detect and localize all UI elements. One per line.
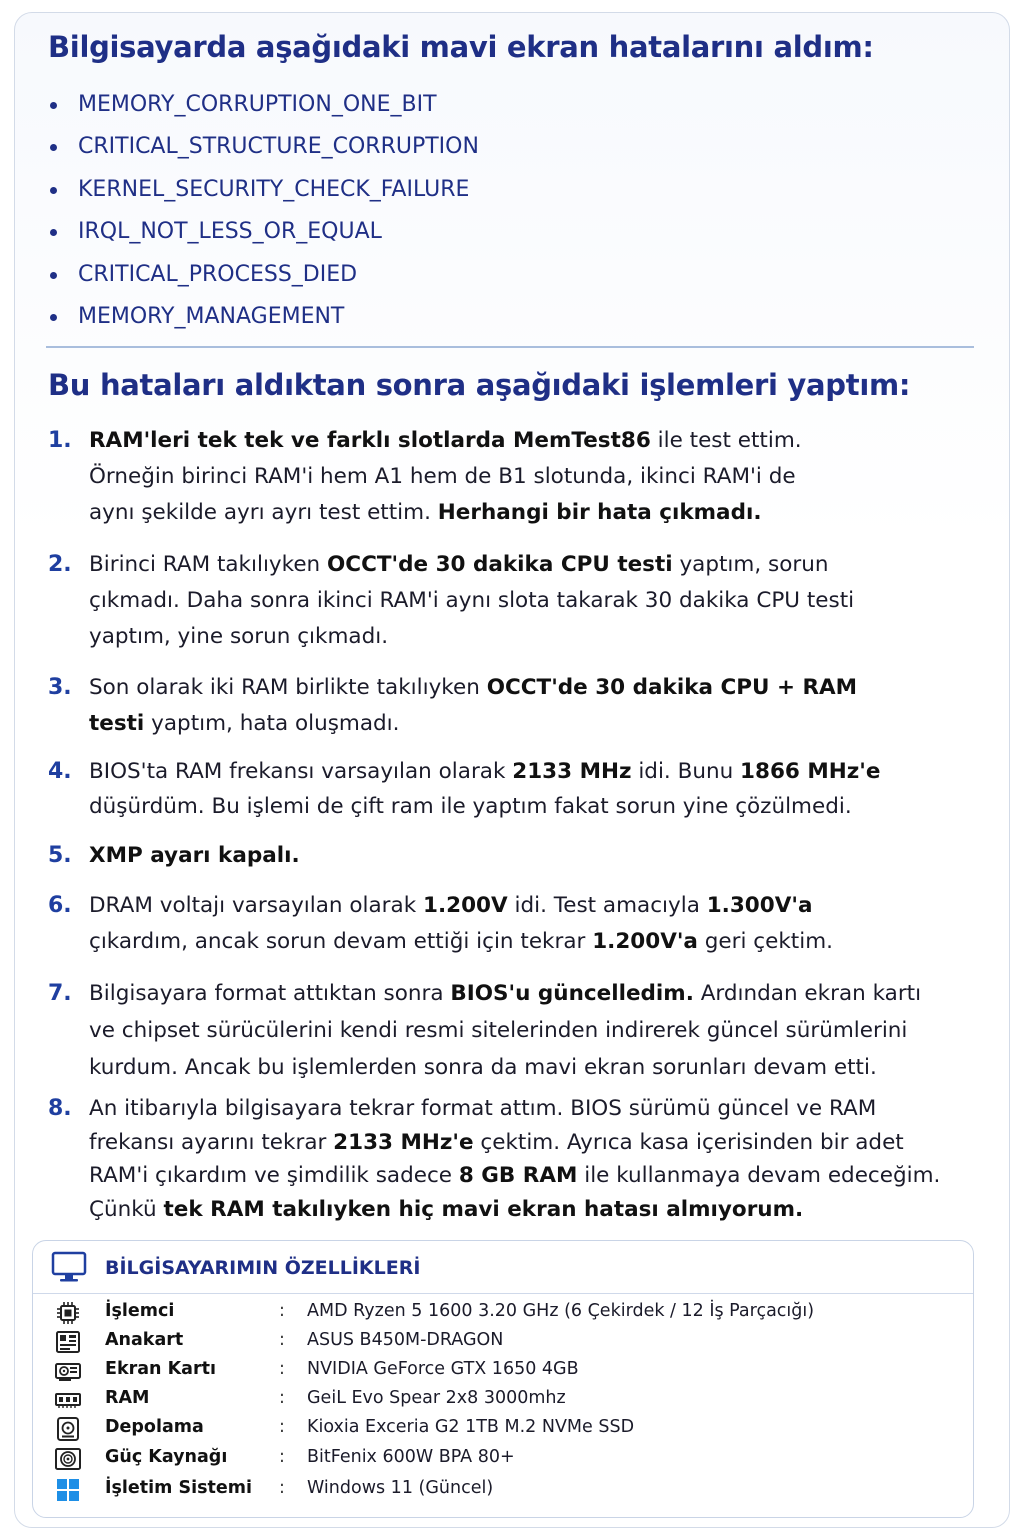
spec-value: AMD Ryzen 5 1600 3.20 GHz (6 Çekirdek / 12 İş Parçacığı)	[307, 1301, 815, 1321]
step-emphasis: OCCT'de 30 dakika CPU testi	[327, 552, 673, 577]
step-segment: çıkmadı. Daha sonra ikinci RAM'i aynı slota takarak 30 dakika CPU testi	[89, 588, 855, 613]
spec-label: Anakart	[105, 1330, 184, 1350]
step-text	[89, 670, 928, 742]
error-item: CRITICAL_PROCESS_DIED	[48, 254, 479, 296]
step-emphasis: testi	[89, 711, 145, 736]
spec-separator: :	[279, 1447, 285, 1467]
step-emphasis: 1.300V'a	[706, 893, 813, 918]
step-segment: Son olarak iki RAM birlikte takılıyken	[89, 675, 487, 700]
spec-row	[33, 1445, 973, 1473]
step-emphasis: 1866 MHz'e	[740, 759, 881, 784]
spec-row	[33, 1386, 973, 1414]
step-segment: idi. Bunu	[631, 759, 741, 784]
specs-panel	[32, 1240, 974, 1518]
step-line	[89, 1193, 928, 1227]
step-segment: Bilgisayara format attıktan sonra	[89, 981, 451, 1006]
step-line	[89, 789, 928, 824]
page-title: Bilgisayarda aşağıdaki mavi ekran hatalarını aldım:	[48, 30, 874, 64]
bullet-icon	[50, 229, 57, 236]
step-segment: DRAM voltajı varsayılan olarak	[89, 893, 423, 918]
step-emphasis: XMP ayarı kapalı.	[89, 843, 300, 868]
step-text	[89, 1092, 941, 1226]
step-text	[89, 423, 928, 530]
spec-separator: :	[279, 1417, 285, 1437]
step-item	[48, 754, 928, 824]
gpu-icon	[55, 1359, 81, 1388]
step-emphasis: 1.200V'a	[592, 929, 698, 954]
spec-separator: :	[279, 1359, 285, 1379]
step-segment: düşürdüm. Bu işlemi de çift ram ile yaptım fakat sorun yine çözülmedi.	[89, 794, 852, 819]
step-segment: RAM'i çıkardım ve şimdilik sadece	[89, 1163, 459, 1188]
step-segment: yaptım, yine sorun çıkmadı.	[89, 624, 389, 649]
cpu-icon	[55, 1301, 81, 1330]
step-line	[89, 975, 928, 1012]
step-segment: çektim. Ayrıca kasa içerisinden bir adet	[473, 1129, 904, 1155]
step-emphasis: 8 GB RAM	[458, 1163, 578, 1188]
step-segment: ile kullanmaya devam edeceğim.	[577, 1163, 941, 1188]
step-segment: çıkardım, ancak sorun devam ettiği için tekrar	[89, 929, 593, 954]
step-number: 5.	[48, 843, 72, 868]
step-emphasis: 1.200V	[422, 893, 508, 918]
step-segment: Çünkü	[89, 1196, 164, 1222]
step-emphasis: tek RAM takılıyken hiç mavi ekran hatası almıyorum.	[163, 1196, 804, 1222]
bullet-icon	[50, 314, 57, 321]
step-line	[89, 1049, 928, 1086]
step-number: 3.	[48, 675, 72, 700]
spec-value: ASUS B450M-DRAGON	[307, 1330, 504, 1350]
step-line	[89, 1092, 928, 1126]
step-emphasis: 2133 MHz'e	[333, 1129, 474, 1155]
step-item	[48, 547, 928, 655]
spec-row	[33, 1357, 973, 1385]
step-segment: Ardından ekran kartı	[693, 981, 922, 1006]
spec-separator: :	[279, 1330, 285, 1350]
psu-icon	[55, 1447, 81, 1476]
spec-label: İşletim Sistemi	[105, 1478, 252, 1498]
step-segment: Örneğin birinci RAM'i hem A1 hem de B1 slotunda, ikinci RAM'i de	[89, 463, 796, 489]
spec-row	[33, 1328, 973, 1356]
step-segment: idi. Test amacıyla	[507, 893, 707, 918]
error-item: MEMORY_MANAGEMENT	[48, 296, 479, 338]
step-segment: yaptım, sorun	[672, 552, 829, 577]
bullet-icon	[50, 272, 57, 279]
spec-row	[33, 1415, 973, 1443]
spec-value: Kioxia Exceria G2 1TB M.2 NVMe SSD	[307, 1417, 635, 1437]
spec-label: İşlemci	[105, 1301, 175, 1321]
step-line	[89, 1159, 941, 1193]
step-item	[48, 975, 928, 1086]
step-text	[89, 754, 928, 824]
ram-icon	[55, 1388, 81, 1417]
step-line	[89, 888, 928, 924]
spec-value: NVIDIA GeForce GTX 1650 4GB	[307, 1359, 579, 1379]
step-segment: BIOS'ta RAM frekansı varsayılan olarak	[89, 759, 513, 784]
monitor-icon	[51, 1251, 87, 1283]
specs-title: BİLGİSAYARIMIN ÖZELLİKLERİ	[105, 1257, 421, 1279]
spec-value: Windows 11 (Güncel)	[307, 1478, 494, 1498]
steps-title: Bu hataları aldıktan sonra aşağıdaki işlemleri yaptım:	[48, 368, 911, 402]
step-segment: Birinci RAM takılıyken	[89, 552, 328, 577]
step-segment: ile test ettim.	[650, 428, 802, 453]
step-item	[48, 423, 928, 530]
step-line	[89, 423, 928, 459]
bullet-icon	[50, 187, 57, 194]
step-segment: An itibarıyla bilgisayara tekrar format attım. BIOS sürümü güncel ve RAM	[89, 1096, 877, 1121]
step-line	[89, 547, 928, 583]
bullet-icon	[50, 144, 57, 151]
error-item: IRQL_NOT_LESS_OR_EQUAL	[48, 211, 479, 253]
spec-value: BitFenix 600W BPA 80+	[307, 1447, 515, 1467]
step-number: 7.	[48, 981, 72, 1006]
step-text	[89, 888, 928, 960]
bullet-icon	[50, 102, 57, 109]
step-emphasis: 2133 MHz	[512, 759, 632, 784]
step-segment: aynı şekilde ayrı ayrı test ettim.	[89, 499, 438, 525]
step-emphasis: Herhangi bir hata çıkmadı.	[437, 499, 762, 525]
step-segment: frekansı ayarını tekrar	[89, 1129, 334, 1155]
step-text	[89, 975, 928, 1086]
error-item: MEMORY_CORRUPTION_ONE_BIT	[48, 84, 479, 126]
step-item	[48, 670, 928, 742]
step-line	[89, 670, 928, 706]
step-line	[89, 754, 928, 789]
spec-row	[33, 1299, 973, 1327]
step-number: 2.	[48, 552, 72, 577]
step-emphasis: OCCT'de 30 dakika CPU + RAM	[486, 675, 858, 700]
step-number: 6.	[48, 893, 72, 918]
step-number: 1.	[48, 428, 72, 453]
spec-row	[33, 1476, 973, 1504]
windows-icon	[55, 1478, 81, 1507]
error-item: CRITICAL_STRUCTURE_CORRUPTION	[48, 126, 479, 168]
step-line	[89, 838, 928, 874]
step-line	[89, 583, 928, 619]
storage-icon	[55, 1417, 81, 1446]
spec-label: RAM	[105, 1388, 150, 1408]
step-segment: kurdum. Ancak bu işlemlerden sonra da mavi ekran sorunları devam etti.	[89, 1055, 877, 1080]
step-item	[48, 888, 928, 960]
step-segment: ve chipset sürücülerini kendi resmi sitelerinden indirerek güncel sürümlerini	[89, 1018, 908, 1043]
spec-label: Güç Kaynağı	[105, 1447, 228, 1467]
step-line	[89, 924, 928, 960]
step-line	[89, 459, 928, 495]
step-emphasis: BIOS'u güncelledim.	[450, 981, 694, 1006]
step-item	[48, 1092, 941, 1226]
step-segment: geri çektim.	[697, 929, 833, 954]
motherboard-icon	[55, 1330, 81, 1359]
section-divider	[46, 346, 974, 348]
spec-label: Depolama	[105, 1417, 204, 1437]
spec-value: GeiL Evo Spear 2x8 3000mhz	[307, 1388, 566, 1408]
spec-separator: :	[279, 1478, 285, 1498]
specs-header	[33, 1241, 973, 1294]
step-line	[89, 495, 928, 531]
step-line	[89, 1126, 928, 1160]
spec-label: Ekran Kartı	[105, 1359, 216, 1379]
step-line	[89, 1012, 928, 1049]
step-emphasis: RAM'leri tek tek ve farklı slotlarda MemTest86	[89, 428, 651, 453]
spec-separator: :	[279, 1301, 285, 1321]
step-line	[89, 619, 928, 655]
step-number: 8.	[48, 1096, 72, 1121]
step-text	[89, 838, 928, 874]
step-text	[89, 547, 928, 655]
error-list	[48, 84, 479, 338]
step-line	[89, 706, 928, 742]
step-segment: yaptım, hata oluşmadı.	[144, 711, 400, 736]
step-number: 4.	[48, 759, 72, 784]
step-item	[48, 838, 928, 874]
error-item: KERNEL_SECURITY_CHECK_FAILURE	[48, 169, 479, 211]
spec-separator: :	[279, 1388, 285, 1408]
